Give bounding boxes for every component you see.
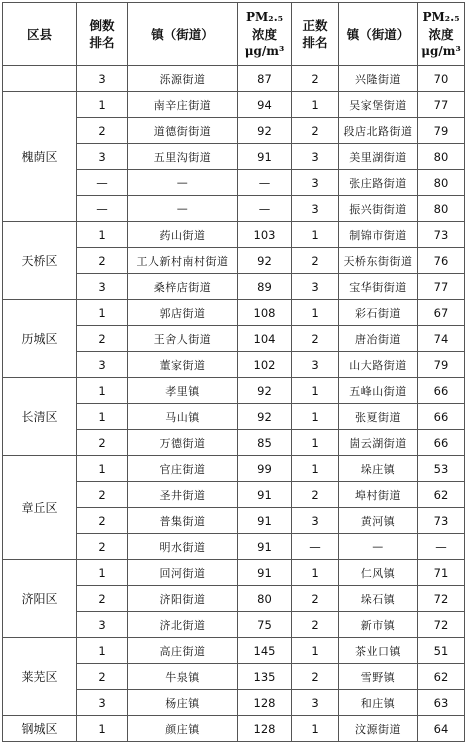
district-cell: 章丘区 [3,456,77,560]
best-street-cell: 汶源街道 [339,716,418,742]
worst-street-cell: 万德街道 [128,430,238,456]
worst-pm25-cell: 80 [238,586,292,612]
best-street-cell: 天桥东街街道 [339,248,418,274]
best-street-cell: 宝华街街道 [339,274,418,300]
pm25-ranking-sheet [2,2,464,742]
table-row [3,378,465,404]
best-street-cell: 振兴街街道 [339,196,418,222]
worst-rank-cell: 3 [77,690,128,716]
best-street-cell: 和庄镇 [339,690,418,716]
table-row [3,638,465,664]
best-pm25-cell: 79 [418,118,465,144]
worst-pm25-cell: 92 [238,248,292,274]
best-pm25-cell: 53 [418,456,465,482]
best-street-cell: 彩石街道 [339,300,418,326]
best-rank-cell: 1 [292,456,339,482]
district-cell: 历城区 [3,300,77,378]
best-street-cell: 段店北路街道 [339,118,418,144]
worst-street-cell: 王舍人街道 [128,326,238,352]
worst-street-cell: 桑梓店街道 [128,274,238,300]
worst-pm25-cell: 99 [238,456,292,482]
worst-pm25-cell: 91 [238,144,292,170]
worst-pm25-cell: 104 [238,326,292,352]
worst-pm25-cell: 128 [238,716,292,742]
best-pm25-cell: 66 [418,404,465,430]
worst-rank-cell: — [77,196,128,222]
worst-rank-cell: 1 [77,716,128,742]
worst-rank-cell: 2 [77,430,128,456]
best-rank-cell: — [292,534,339,560]
header-pm25-unit: μg/m³ [421,43,461,58]
worst-rank-cell: 2 [77,664,128,690]
worst-pm25-cell: 108 [238,300,292,326]
worst-rank-cell: 1 [77,404,128,430]
header-pm25-label: PM₂.₅ [246,9,283,24]
header-worst-rank-line2: 排名 [89,35,115,50]
worst-street-cell: 工人新村南村街道 [128,248,238,274]
best-pm25-cell: 79 [418,352,465,378]
best-pm25-cell: 77 [418,274,465,300]
header-street-best: 镇（街道） [339,3,418,66]
worst-pm25-cell: 92 [238,404,292,430]
worst-street-cell: 道德街街道 [128,118,238,144]
district-cell: 莱芜区 [3,638,77,716]
worst-rank-cell: 2 [77,248,128,274]
best-pm25-cell: 80 [418,196,465,222]
best-pm25-cell: 67 [418,300,465,326]
best-pm25-cell: 70 [418,66,465,92]
worst-street-cell: 普集街道 [128,508,238,534]
best-rank-cell: 3 [292,170,339,196]
best-street-cell: 仁风镇 [339,560,418,586]
worst-pm25-cell: — [238,170,292,196]
worst-street-cell: 董家街道 [128,352,238,378]
header-pm25-conc: 浓度 [251,26,277,42]
table-body [3,66,465,742]
header-best-rank [292,3,339,66]
worst-street-cell: 杨庄镇 [128,690,238,716]
worst-street-cell: 泺源街道 [128,66,238,92]
worst-pm25-cell: — [238,196,292,222]
best-pm25-cell: 80 [418,144,465,170]
district-cell: 长清区 [3,378,77,456]
best-street-cell: 崮云湖街道 [339,430,418,456]
worst-rank-cell: 1 [77,300,128,326]
worst-rank-cell: 3 [77,352,128,378]
worst-street-cell: 郭店街道 [128,300,238,326]
worst-rank-cell: 1 [77,222,128,248]
worst-rank-cell: 1 [77,378,128,404]
best-street-cell: 茶业口镇 [339,638,418,664]
worst-street-cell: 孝里镇 [128,378,238,404]
worst-pm25-cell: 85 [238,430,292,456]
worst-pm25-cell: 128 [238,690,292,716]
best-street-cell: 唐冶街道 [339,326,418,352]
header-pm25-label: PM₂.₅ [422,9,460,24]
best-rank-cell: 1 [292,92,339,118]
best-street-cell: 美里湖街道 [339,144,418,170]
worst-rank-cell: 3 [77,612,128,638]
worst-pm25-cell: 87 [238,66,292,92]
best-pm25-cell: 72 [418,612,465,638]
best-pm25-cell: 77 [418,92,465,118]
header-pm25-worst [238,3,292,66]
worst-street-cell: 圣井街道 [128,482,238,508]
best-street-cell: 埠村街道 [339,482,418,508]
best-street-cell: 新市镇 [339,612,418,638]
district-cell: 济阳区 [3,560,77,638]
table-row [3,222,465,248]
best-pm25-cell: 51 [418,638,465,664]
best-pm25-cell: 62 [418,482,465,508]
best-rank-cell: 3 [292,274,339,300]
worst-rank-cell: 1 [77,560,128,586]
worst-street-cell: — [128,196,238,222]
header-district: 区县 [3,3,77,66]
best-street-cell: 垛庄镇 [339,456,418,482]
best-street-cell: 垛石镇 [339,586,418,612]
worst-street-cell: 马山镇 [128,404,238,430]
best-pm25-cell: 80 [418,170,465,196]
table-row [3,92,465,118]
table-row [3,716,465,742]
best-rank-cell: 2 [292,326,339,352]
table-row [3,300,465,326]
best-rank-cell: 3 [292,352,339,378]
best-rank-cell: 2 [292,482,339,508]
worst-rank-cell: 1 [77,456,128,482]
worst-rank-cell: 2 [77,534,128,560]
worst-rank-cell: 2 [77,118,128,144]
worst-pm25-cell: 91 [238,482,292,508]
best-rank-cell: 2 [292,118,339,144]
worst-pm25-cell: 89 [238,274,292,300]
worst-street-cell: 回河街道 [128,560,238,586]
best-street-cell: 五峰山街道 [339,378,418,404]
district-cell: 钢城区 [3,716,77,742]
best-rank-cell: 1 [292,404,339,430]
worst-pm25-cell: 103 [238,222,292,248]
best-pm25-cell: 71 [418,560,465,586]
best-rank-cell: 3 [292,508,339,534]
best-pm25-cell: — [418,534,465,560]
table-row [3,456,465,482]
best-street-cell: 山大路街道 [339,352,418,378]
best-rank-cell: 1 [292,378,339,404]
best-rank-cell: 3 [292,144,339,170]
header-pm25-best [418,3,465,66]
best-street-cell: — [339,534,418,560]
best-pm25-cell: 76 [418,248,465,274]
table-row [3,560,465,586]
district-cell [3,66,77,92]
worst-street-cell: 五里沟街道 [128,144,238,170]
best-pm25-cell: 64 [418,716,465,742]
best-rank-cell: 2 [292,586,339,612]
worst-pm25-cell: 91 [238,560,292,586]
worst-pm25-cell: 135 [238,664,292,690]
best-rank-cell: 1 [292,560,339,586]
best-pm25-cell: 74 [418,326,465,352]
header-best-rank-line2: 排名 [302,35,328,50]
worst-street-cell: 牛泉镇 [128,664,238,690]
worst-pm25-cell: 94 [238,92,292,118]
worst-street-cell: 南辛庄街道 [128,92,238,118]
header-worst-rank [77,3,128,66]
best-street-cell: 黄河镇 [339,508,418,534]
best-street-cell: 雪野镇 [339,664,418,690]
worst-rank-cell: 3 [77,66,128,92]
worst-pm25-cell: 92 [238,378,292,404]
best-street-cell: 制锦市街道 [339,222,418,248]
district-cell: 天桥区 [3,222,77,300]
pm25-ranking-table [2,2,465,742]
worst-rank-cell: 1 [77,92,128,118]
header-pm25-unit: μg/m³ [244,43,285,58]
best-street-cell: 吴家堡街道 [339,92,418,118]
worst-rank-cell: — [77,170,128,196]
best-rank-cell: 1 [292,430,339,456]
worst-rank-cell: 1 [77,638,128,664]
header-row [3,3,465,66]
best-pm25-cell: 73 [418,508,465,534]
worst-street-cell: 济北街道 [128,612,238,638]
best-rank-cell: 1 [292,300,339,326]
worst-street-cell: 济阳街道 [128,586,238,612]
best-rank-cell: 3 [292,690,339,716]
worst-rank-cell: 2 [77,482,128,508]
worst-street-cell: 颜庄镇 [128,716,238,742]
best-pm25-cell: 63 [418,690,465,716]
worst-street-cell: 药山街道 [128,222,238,248]
best-street-cell: 张庄路街道 [339,170,418,196]
worst-rank-cell: 2 [77,326,128,352]
worst-street-cell: — [128,170,238,196]
best-rank-cell: 1 [292,716,339,742]
best-street-cell: 张夏街道 [339,404,418,430]
worst-rank-cell: 3 [77,144,128,170]
best-rank-cell: 2 [292,248,339,274]
worst-rank-cell: 2 [77,586,128,612]
header-worst-rank-line1: 倒数 [89,18,115,33]
worst-pm25-cell: 91 [238,534,292,560]
worst-street-cell: 高庄街道 [128,638,238,664]
header-best-rank-line1: 正数 [302,18,328,33]
table-row [3,66,465,92]
best-rank-cell: 2 [292,612,339,638]
best-pm25-cell: 66 [418,430,465,456]
district-cell: 槐荫区 [3,92,77,222]
worst-pm25-cell: 75 [238,612,292,638]
worst-street-cell: 明水街道 [128,534,238,560]
best-rank-cell: 3 [292,196,339,222]
worst-pm25-cell: 91 [238,508,292,534]
best-pm25-cell: 62 [418,664,465,690]
worst-street-cell: 官庄街道 [128,456,238,482]
worst-pm25-cell: 145 [238,638,292,664]
best-rank-cell: 2 [292,664,339,690]
best-pm25-cell: 73 [418,222,465,248]
worst-rank-cell: 2 [77,508,128,534]
best-pm25-cell: 72 [418,586,465,612]
header-pm25-conc: 浓度 [428,26,454,42]
worst-pm25-cell: 102 [238,352,292,378]
worst-rank-cell: 3 [77,274,128,300]
best-street-cell: 兴隆街道 [339,66,418,92]
best-rank-cell: 1 [292,222,339,248]
worst-pm25-cell: 92 [238,118,292,144]
header-street-worst: 镇（街道） [128,3,238,66]
best-rank-cell: 1 [292,638,339,664]
best-rank-cell: 2 [292,66,339,92]
best-pm25-cell: 66 [418,378,465,404]
